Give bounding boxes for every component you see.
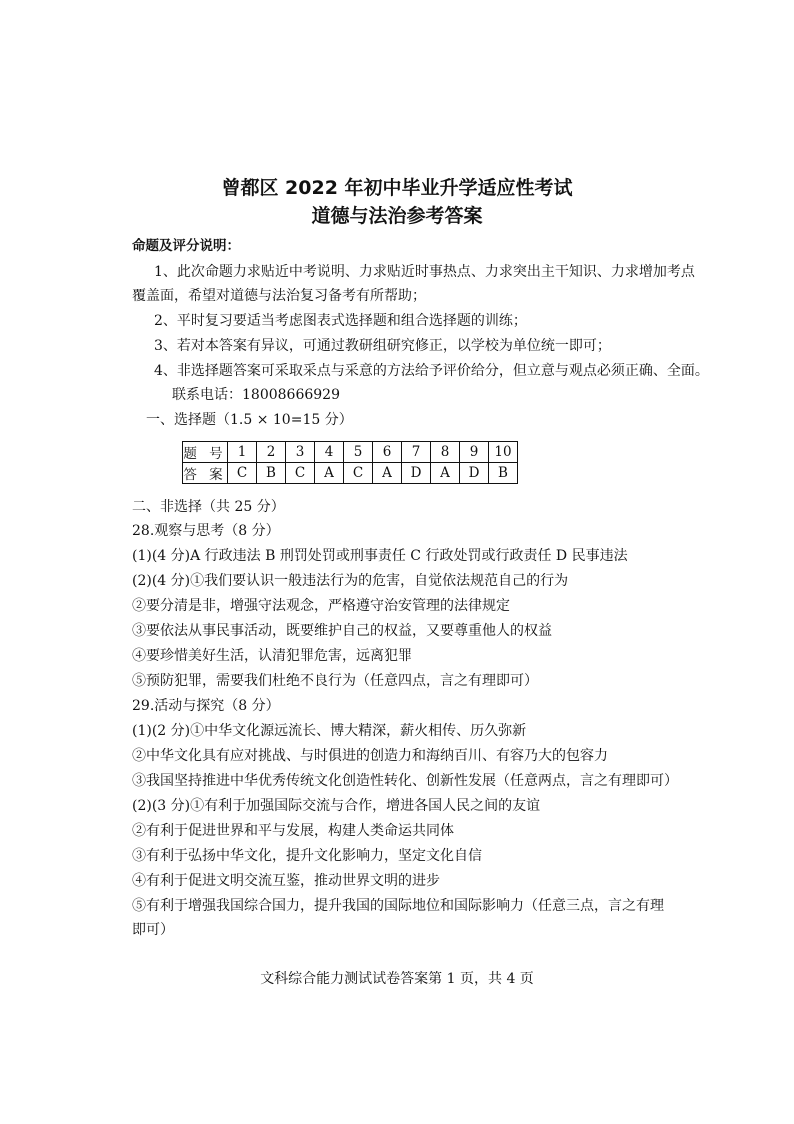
q28-point-5: ⑤预防犯罪，需要我们杜绝不良行为（任意四点，言之有理即可）	[132, 673, 538, 689]
answer-table-row-answers	[183, 463, 518, 484]
question-number: 1	[228, 442, 257, 463]
q29-point-3: ③我国坚持推进中华优秀传统文化创造性转化、创新性发展（任意两点，言之有理即可）	[132, 773, 678, 789]
row-label-question: 题 号	[183, 442, 228, 463]
question-number: 7	[402, 442, 431, 463]
contact-phone: 联系电话：18008666929	[172, 387, 340, 403]
question-number: 3	[286, 442, 315, 463]
answer-table-row-questions	[183, 442, 518, 463]
answer-cell: A	[373, 463, 402, 484]
section-2-heading: 二、非选择（共 25 分）	[132, 499, 285, 515]
notes-heading: 命题及评分说明：	[132, 238, 240, 254]
q29-part-2-point-4: ④有利于促进文明交流互鉴，推动世界文明的进步	[132, 873, 440, 889]
question-number: 8	[431, 442, 460, 463]
row-label-answer: 答 案	[183, 463, 228, 484]
page-footer: 文科综合能力测试试卷答案第 1 页，共 4 页	[260, 971, 534, 987]
question-number: 10	[489, 442, 518, 463]
answer-cell: C	[344, 463, 373, 484]
q28-point-4: ④要珍惜美好生活，认清犯罪危害，远离犯罪	[132, 648, 412, 664]
question-number: 6	[373, 442, 402, 463]
answer-cell: A	[431, 463, 460, 484]
answer-cell: A	[315, 463, 344, 484]
answer-cell: B	[257, 463, 286, 484]
q29-title: 29.活动与探究（8 分）	[132, 698, 280, 714]
q29-part-1: (1)(2 分)①中华文化源远流长、博大精深，薪火相传、历久弥新	[132, 723, 527, 739]
question-number: 2	[257, 442, 286, 463]
q29-part-2: (2)(3 分)①有利于加强国际交流与合作，增进各国人民之间的友谊	[132, 798, 541, 814]
note-item-2: 2、平时复习要适当考虑图表式选择题和组合选择题的训练；	[154, 313, 527, 329]
q29-part-2-point-2: ②有利于促进世界和平与发展，构建人类命运共同体	[132, 823, 454, 839]
q28-part-2: (2)(4 分)①我们要认识一般违法行为的危害，自觉依法规范自己的行为	[132, 573, 569, 589]
q29-part-2-point-5-line-1: ⑤有利于增强我国综合国力，提升我国的国际地位和国际影响力（任意三点，言之有理	[132, 898, 664, 914]
q28-title: 28.观察与思考（8 分）	[132, 523, 280, 539]
q29-part-2-point-5-line-2: 即可）	[132, 922, 174, 938]
answer-cell: C	[228, 463, 257, 484]
page-title: 曾都区 2022 年初中毕业升学适应性考试	[221, 177, 573, 199]
section-1-heading: 一、选择题（1.5 × 10=15 分）	[146, 412, 353, 428]
page-subtitle: 道德与法治参考答案	[311, 205, 483, 227]
q29-part-2-point-3: ③有利于弘扬中华文化，提升文化影响力，坚定文化自信	[132, 848, 482, 864]
q28-point-2: ②要分清是非，增强守法观念，严格遵守治安管理的法律规定	[132, 598, 510, 614]
q28-part-1: (1)(4 分)A 行政违法 B 刑罚处罚或刑事责任 C 行政处罚或行政责任 D 民事违法	[132, 548, 628, 564]
question-number: 4	[315, 442, 344, 463]
answer-cell: D	[402, 463, 431, 484]
note-item-4: 4、非选择题答案可采取采点与采意的方法给予评价给分，但立意与观点必须正确、全面。	[154, 363, 709, 379]
note-item-1-line-2: 覆盖面，希望对道德与法治复习备考有所帮助；	[132, 288, 426, 304]
note-item-3: 3、若对本答案有异议，可通过教研组研究修正，以学校为单位统一即可；	[154, 338, 611, 354]
q29-point-2: ②中华文化具有应对挑战、与时俱进的创造力和海纳百川、有容乃大的包容力	[132, 748, 608, 764]
q28-point-3: ③要依法从事民事活动，既要维护自己的权益，又要尊重他人的权益	[132, 623, 552, 639]
answer-cell: C	[286, 463, 315, 484]
question-number: 5	[344, 442, 373, 463]
answer-table	[182, 441, 518, 484]
note-item-1-line-1: 1、此次命题力求贴近中考说明、力求贴近时事热点、力求突出主干知识、力求增加考点	[154, 264, 695, 280]
question-number: 9	[460, 442, 489, 463]
answer-cell: B	[489, 463, 518, 484]
answer-cell: D	[460, 463, 489, 484]
